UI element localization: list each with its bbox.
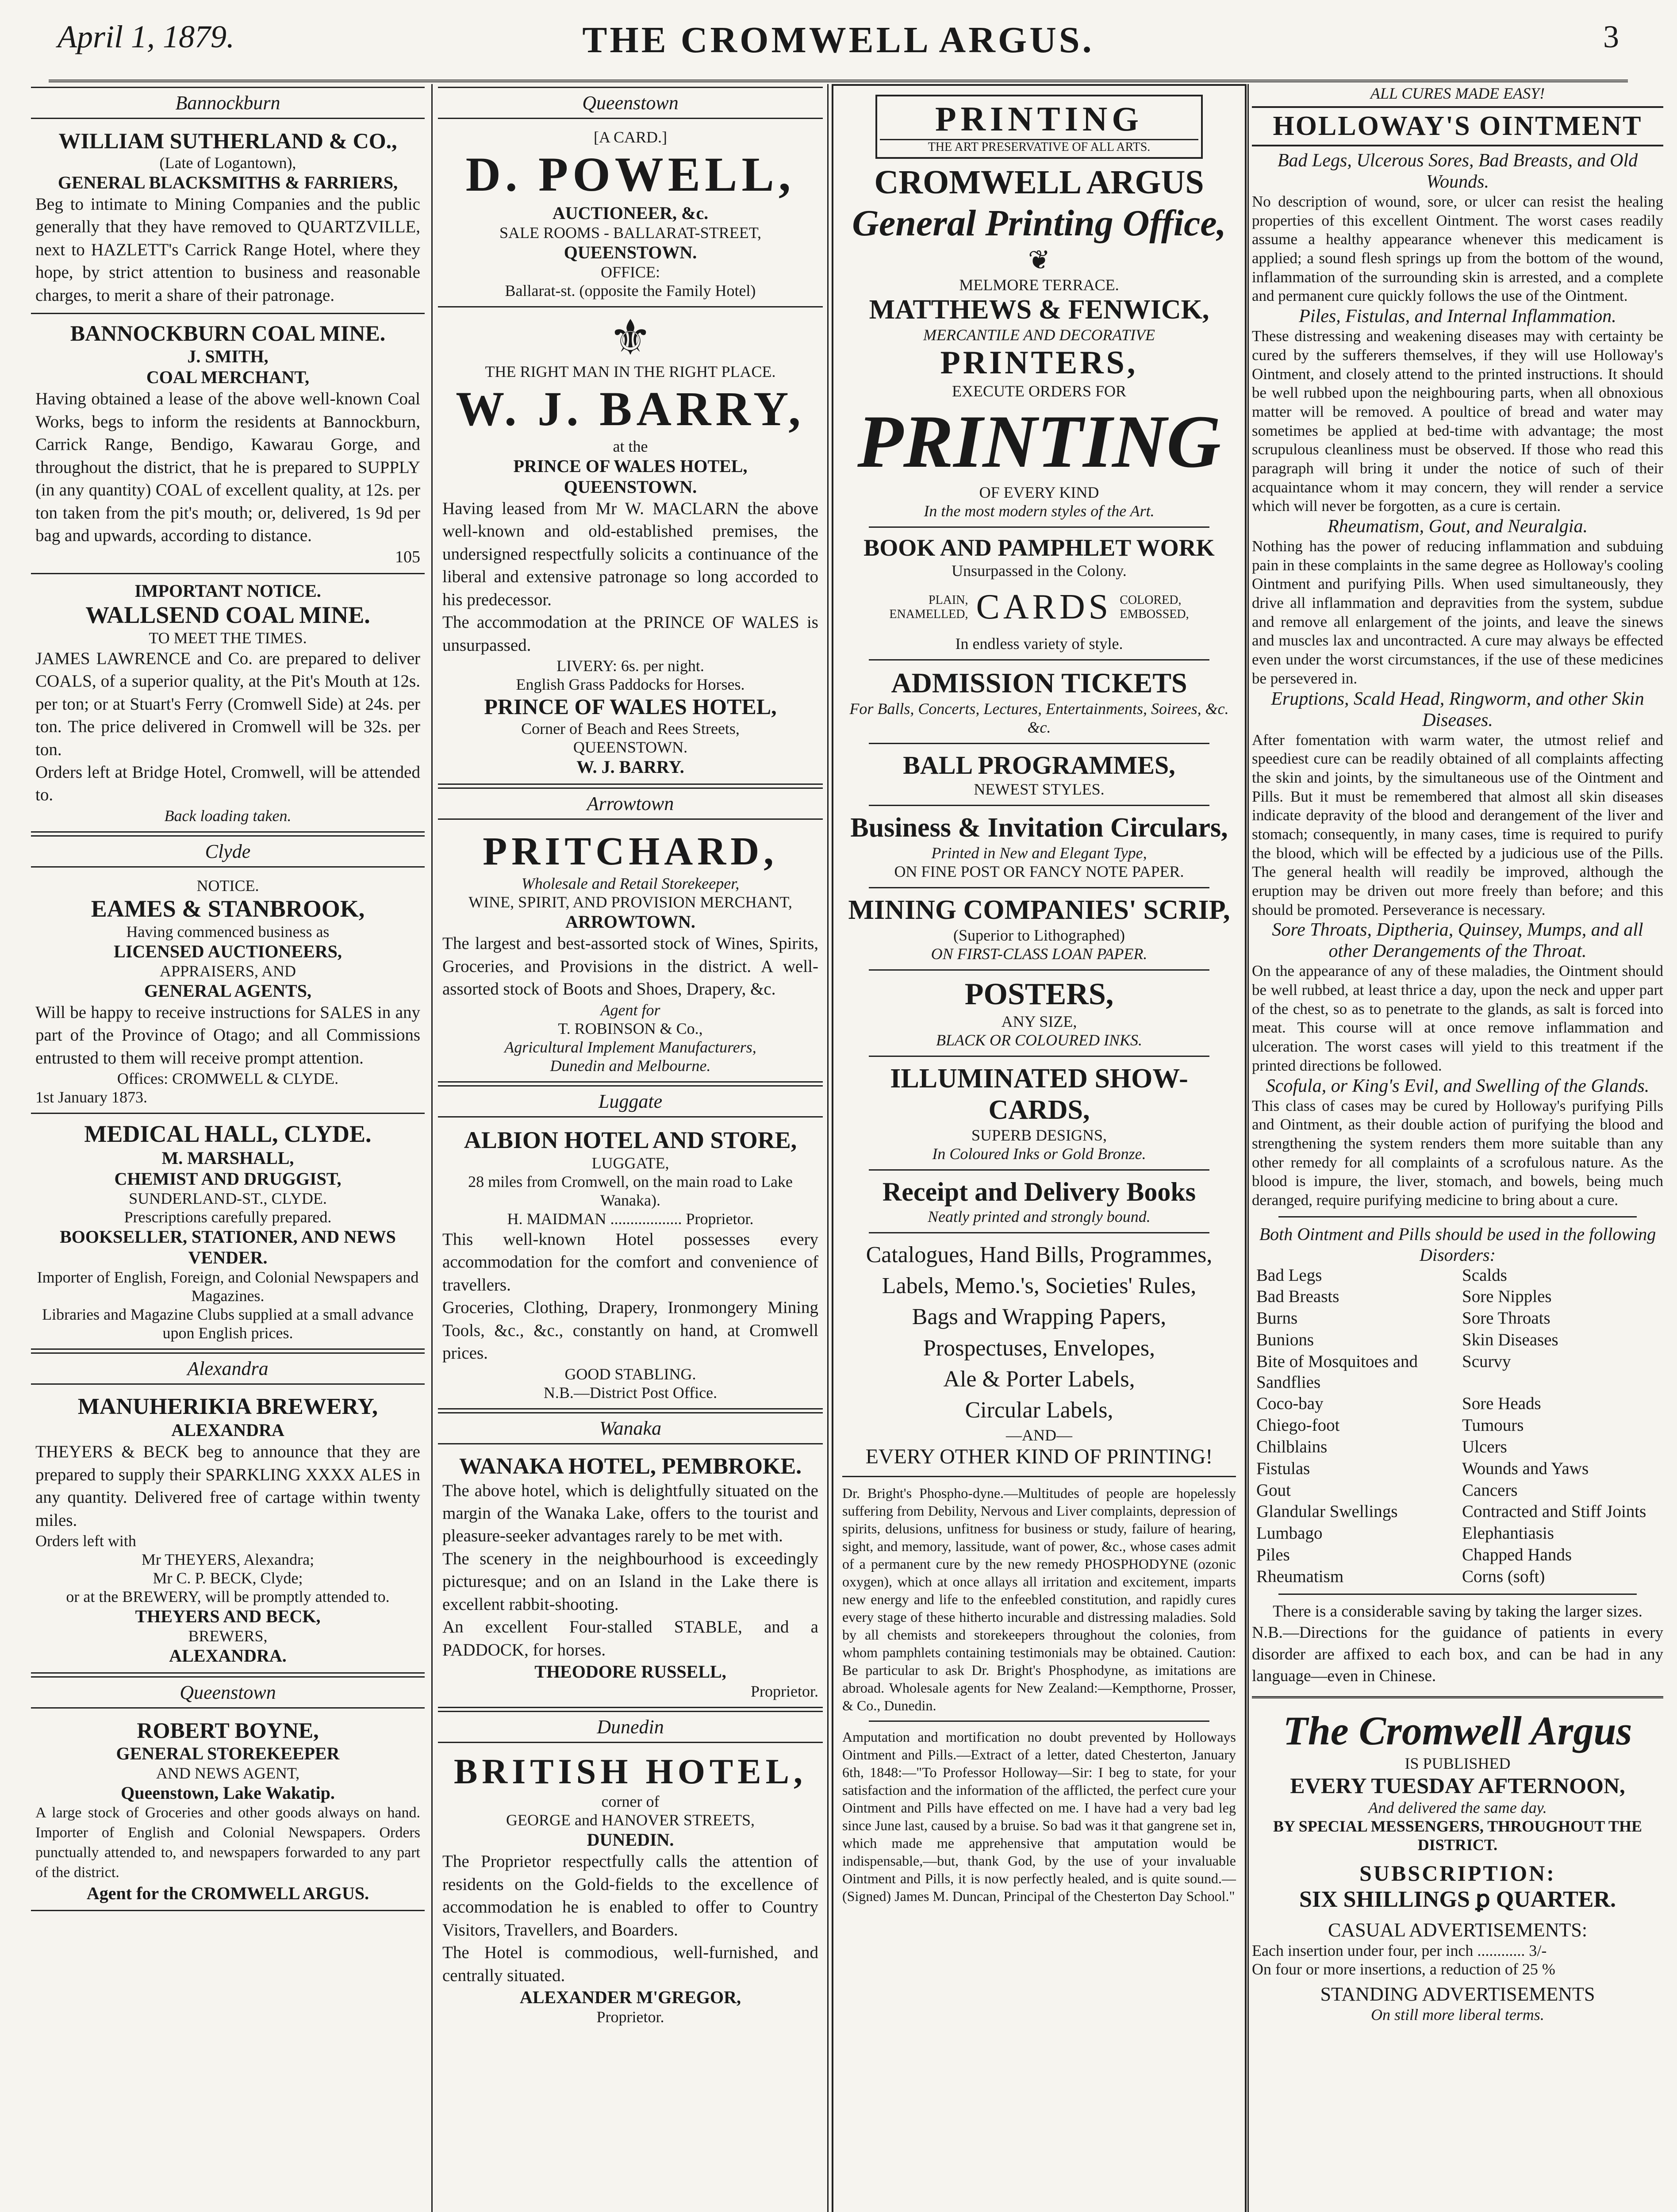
section-text: After fomentation with warm water, the utmost relief and speediest cure can be readily obtained of all complaints affecting the skin and joints, by the simultaneous use of the Ointment and Pills. But it must be remembered that almost all skin diseases indicate depravity of the blood and derangement of the liver and stomach; consequently, in many cases, time is required to purify the blood, which will be effected by a judicious use of the Pills. The general health will readily be improved, although the eruption may be driven out more freely than before; and this should be promoted. Perseverance is necessary. (1252, 731, 1663, 918)
ad-hotel: PRINCE OF WALES HOTEL, (513, 456, 748, 476)
newspaper-title: THE CROMWELL ARGUS. (582, 19, 1094, 61)
ad-body: Having leased from Mr W. MACLARN the above well-known and old-established premises, the undersigned respectfully solicits a continuance of the liberal and extensive patronage so long accorded to his predecessor. (442, 499, 818, 609)
section-subhead: Rheumatism, Gout, and Neuralgia. (1328, 516, 1588, 537)
ad-title: BRITISH HOTEL, (453, 1752, 807, 1792)
ad-line: Agricultural Implement Manufacturers, (504, 1038, 756, 1056)
ad-medical-hall (31, 1114, 425, 1350)
ad-notice: NOTICE. (196, 876, 259, 895)
ad-line: at the (613, 438, 648, 455)
disorder-item: Corns (soft) (1462, 1567, 1545, 1586)
issue-date: April 1, 1879. (58, 19, 235, 54)
delivered-line: And delivered the same day. (1368, 1798, 1547, 1816)
ad-coal-mine (31, 314, 425, 574)
subscription-heading: SUBSCRIPTION: (1359, 1860, 1556, 1886)
ad-name: D. POWELL, (465, 147, 795, 201)
printers-heading: PRINTERS, (940, 345, 1138, 381)
section-text: On the appearance of any of these maladies, the Ointment should be well rubbed, at least thrice a day, upon the neck and upper part of the chest, so as to penetrate to the glands, as salt is forced into meat. This course will at once remove inflammation and ulceration. The worst cases will yield to this treatment if the printed directions be followed. (1252, 962, 1663, 1074)
ad-notice: IMPORTANT NOTICE. (134, 580, 321, 601)
ad-back-loading: Back loading taken. (164, 806, 292, 825)
ad-town: Queenstown, Lake Wakatip. (121, 1783, 335, 1803)
superior-line: (Superior to Lithographed) (953, 926, 1125, 944)
ad-body: Groceries, Clothing, Drapery, Ironmongery Mining Tools, &c., &c., constantly on hand, at Cromwell prices. (442, 1298, 818, 1363)
ad-signature: THEYERS AND BECK, (135, 1606, 321, 1627)
ad-title: MANUHERIKIA BREWERY, (77, 1394, 378, 1420)
newest-styles: NEWEST STYLES. (974, 780, 1105, 798)
column-rule (1247, 84, 1249, 2212)
inks-line: BLACK OR COLOURED INKS. (936, 1031, 1143, 1049)
ad-name: M. MARSHALL, (161, 1148, 294, 1168)
ad-body: Will be happy to receive instructions for SALES in any part of the Province of Otago; and all Commissions entrusted to them will receive prompt attention. (35, 1002, 420, 1068)
section-subhead: Bad Legs, Ulcerous Sores, Bad Breasts, and Old Wounds. (1277, 150, 1638, 192)
unsurpassed: Unsurpassed in the Colony. (952, 562, 1127, 580)
messengers-line: BY SPECIAL MESSENGERS, THROUGHOUT THE DISTRICT. (1273, 1817, 1642, 1854)
print-types-list (842, 1240, 1236, 1426)
ad-role: COAL MERCHANT, (146, 367, 310, 388)
argus-name: CROMWELL ARGUS (874, 164, 1204, 201)
ad-subtitle: TO MEET THE TIMES. (149, 629, 307, 647)
section-heading-queenstown: Queenstown (438, 87, 823, 119)
ad-body: An excellent Four-stalled STABLE, and a PADDOCK, for horses. (442, 1617, 818, 1659)
standing-terms: On still more liberal terms. (1371, 2005, 1544, 2024)
every-other-kind: EVERY OTHER KIND OF PRINTING! (865, 1445, 1213, 1469)
section-heading-alexandra: Alexandra (31, 1352, 425, 1385)
ad-line: corner of (601, 1793, 660, 1811)
ad-name: PRITCHARD, (483, 830, 778, 874)
ad-line: Proprietor. (751, 1682, 818, 1701)
posters: POSTERS, (964, 977, 1114, 1011)
section-heading-arrowtown: Arrowtown (438, 787, 823, 820)
divider (869, 659, 1209, 661)
ad-title: WILLIAM SUTHERLAND & CO., (58, 128, 397, 153)
ad-body: The Proprietor respectfully calls the attention of residents on the Gold-fields to the excellence of accommodation he is enabled to offer to Country Visitors, Travellers, and Boarders. (442, 1852, 818, 1939)
ad-british-hotel (438, 1746, 823, 2032)
ad-town: QUEENSTOWN. (564, 477, 697, 497)
disorder-item: Chiego-foot (1256, 1416, 1340, 1435)
divider (869, 887, 1209, 888)
ornament-icon: ❦ (1028, 246, 1051, 275)
divider (1278, 1594, 1637, 1595)
disorders-heading: Both Ointment and Pills should be used in the following Disorders: (1259, 1224, 1656, 1265)
disorder-item: Bunions (1256, 1330, 1314, 1350)
ad-body: JAMES LAWRENCE and Co. are prepared to deliver COALS, of a superior quality, at the Pit's Mouth at 12s. per ton; or at Stuart's Ferry (Cromwell Side) at 24s. per ton. The price delivered in Cromwell will be 32s. per ton. (35, 649, 420, 759)
ad-boyne (31, 1711, 425, 1911)
ad-offices: Offices: CROMWELL & CLYDE. (117, 1070, 339, 1088)
disorders-list (1252, 1265, 1663, 1587)
ad-title: BANNOCKBURN COAL MINE. (70, 321, 386, 346)
ad-line: English Grass Paddocks for Horses. (516, 676, 745, 694)
banner-subtitle: THE ART PRESERVATIVE OF ALL ARTS. (880, 139, 1198, 154)
ad-line: Prescriptions carefully prepared. (124, 1208, 332, 1226)
ad-wallsend (31, 574, 425, 833)
print-type: Bags and Wrapping Papers, (912, 1304, 1167, 1330)
word-embossed: EMBOSSED, (1120, 607, 1189, 621)
disorder-item: Fistulas (1256, 1459, 1310, 1478)
bright-phosphodyne-ad: Dr. Bright's Phospho-dyne.—Multitudes of people are hopelessly suffering from Debility, Nervous and Liver complaints, depression of spirits, delusions, unfitness for business or study, failure of hearing, sight, and memory, lassitude, want of power, &c., whose cases admit of a permanent cure by the new remedy PHOSPHODYNE (ozonic oxygen), which at once allays all irritation and excitement, imparts new energy and life to the enfeebled constitution, and rapidly cures every stage of these hitherto incurable and distressing maladies. Sold by all chemists and storekeepers throughout the colonies, from whom pamphlets containing testimonials may be obtained. Caution: Be particular to ask Dr. Bright's Phosphodyne, as imitations are abroad. Wholesale agents for New Zealand:—Kempthorne, Prosser, & Co., Dunedin. (842, 1485, 1236, 1714)
argus-masthead: The Cromwell Argus (1283, 1708, 1632, 1753)
ad-orders: Orders left at Bridge Hotel, Cromwell, will be attended to. (35, 762, 420, 805)
disorder-item: Scurvy (1462, 1352, 1511, 1371)
ad-line: Orders left with (35, 1532, 136, 1550)
cards-left (889, 593, 968, 622)
ad-line: Dunedin and Melbourne. (550, 1056, 711, 1075)
ad-line: ALEXANDRA. (169, 1646, 287, 1666)
fine-paper: ON FINE POST OR FANCY NOTE PAPER. (894, 863, 1184, 880)
pub-line: IS PUBLISHED (1405, 1754, 1511, 1772)
ad-body: The Hotel is commodious, well-furnished, and centrally situated. (442, 1943, 818, 1985)
ad-card: [A CARD.] (593, 128, 667, 146)
ad-motto: THE RIGHT MAN IN THE RIGHT PLACE. (485, 363, 776, 380)
ad-address: Ballarat-st. (opposite the Family Hotel) (505, 282, 756, 300)
ad-body: A large stock of Groceries and other goods always on hand. Importer of English and Colonial Newspapers. Orders punctually attended to, and newspapers forwarded to any part of the district. (35, 1805, 420, 1881)
casual-heading: CASUAL ADVERTISEMENTS: (1328, 1919, 1588, 1941)
ad-line: APPRAISERS, AND (159, 962, 296, 980)
divider (869, 969, 1209, 971)
section-text: No description of wound, sore, or ulcer can resist the healing properties of this excellent Ointment. The worst cases readily assume a healthy appearance whenever this medicament is applied; a sound flesh springs up from the bottom of the wound, inflammation of the surrounding skin is arrested, and a complete and permanent cure quickly follows the use of the Ointment. (1252, 193, 1663, 305)
show-cards: ILLUMINATED SHOW-CARDS, (890, 1064, 1188, 1125)
ad-line: Mr C. P. BECK, Clyde; (153, 1569, 303, 1587)
disorder-item: Scalds (1462, 1265, 1507, 1285)
divider (869, 805, 1209, 806)
disorder-item: Gout (1256, 1480, 1291, 1500)
section-heading-dunedin: Dunedin (438, 1711, 823, 1743)
ad-body: THEYERS & BECK beg to announce that they are prepared to supply their SPARKLING XXXX ALES in any quantity. Delivered free of cartage within twenty miles. (35, 1442, 420, 1530)
ad-line: Libraries and Magazine Clubs supplied at a small advance upon English prices. (42, 1306, 414, 1342)
ad-line: AND NEWS AGENT, (156, 1764, 300, 1782)
section-text: Nothing has the power of reducing inflammation and subduing pain in these complaints in the same degree as Holloway's cooling Ointment and purifying Pills. When used simultaneously, they drive all inflammation and depravities from the system, subdue and remove all enlargement of the joints, and leave the sinews and muscles lax and uncontracted. A cure may always be effected even under the worst circumstances, if the use of these medicines be persevered in. (1252, 538, 1663, 687)
disorder-item: Sore Nipples (1462, 1287, 1552, 1306)
execute-line: EXECUTE ORDERS FOR (952, 382, 1127, 400)
saving-note: There is a considerable saving by taking the larger sizes. (1273, 1602, 1642, 1621)
cards-line (842, 587, 1236, 627)
receipt-books: Receipt and Delivery Books (882, 1177, 1196, 1206)
ad-title: MEDICAL HALL, CLYDE. (84, 1121, 372, 1148)
ad-title: WALLSEND COAL MINE. (85, 601, 370, 628)
ad-line: T. ROBINSON & Co., (558, 1019, 703, 1037)
and-line: —AND— (1006, 1426, 1072, 1444)
directions-note: N.B.—Directions for the guidance of patients in every disorder are affixed to each box, and can be had in any language—even in Chinese. (1252, 1624, 1663, 1686)
disorder-item: Chilblains (1256, 1437, 1328, 1456)
ad-town: LUGGATE, (591, 1154, 669, 1172)
casual-rate: Each insertion under four, per inch ............ 3/- (1252, 1941, 1547, 1959)
divider (869, 1720, 1209, 1722)
section-subhead: Sore Throats, Diptheria, Quinsey, Mumps, and all other Derangements of the Throat. (1272, 920, 1643, 962)
print-type: Ale & Porter Labels, (943, 1366, 1135, 1392)
column-rule (431, 84, 433, 2212)
ad-name: J. SMITH, (187, 346, 269, 367)
column-3-printing-ad (832, 84, 1247, 2212)
ad-body: This well-known Hotel possesses every accommodation for the comfort and convenience of travellers. (442, 1229, 818, 1294)
print-type: Catalogues, Hand Bills, Programmes, (866, 1242, 1213, 1267)
business-circulars: Business & Invitation Circulars, (850, 813, 1228, 843)
admission-for: For Balls, Concerts, Lectures, Entertainments, Soirees, &c. &c. (849, 700, 1229, 736)
book-pamphlet: BOOK AND PAMPHLET WORK (863, 534, 1215, 561)
ad-line: or at the BREWERY, will be promptly attended to. (66, 1588, 390, 1606)
ad-address: SUNDERLAND-ST., CLYDE. (129, 1190, 327, 1208)
disorder-item: Elephantiasis (1462, 1524, 1554, 1543)
word-and: AND (1023, 326, 1055, 344)
disorder-item: Contracted and Stiff Joints (1462, 1502, 1646, 1521)
section-text: This class of cases may be cured by Holloway's purifying Pills and Ointment, as their double action of purifying the blood and strengthening the system renders them more suitable than any other remedy for all complaints of a scrofulous nature. As the blood is impure, the liver, stomach, and bowels, being much deranged, require purifying medicine to bring about a cure. (1252, 1097, 1663, 1209)
disorder-item: Chapped Hands (1462, 1545, 1572, 1564)
ad-barry (438, 307, 823, 785)
cures-tagline: ALL CURES MADE EASY! (1370, 84, 1545, 102)
disorder-item: Skin Diseases (1462, 1330, 1558, 1350)
print-type: Prospectuses, Envelopes, (923, 1335, 1155, 1361)
word-mercantile: MERCANTILE (923, 326, 1020, 344)
ad-line: OFFICE: (600, 263, 660, 281)
ad-role: AUCTIONEER, &c. (552, 203, 709, 223)
subscription-price: SIX SHILLINGS ꝑ QUARTER. (1299, 1886, 1616, 1912)
ad-line: H. MAIDMAN .................. Proprietor. (507, 1210, 754, 1228)
styles-line: In the most modern styles of the Art. (924, 502, 1155, 520)
ad-line: GEORGE and HANOVER STREETS, (506, 1811, 755, 1829)
disorder-item: Wounds and Yaws (1462, 1459, 1589, 1478)
ad-sutherland (31, 122, 425, 314)
ad-body: The scenery in the neighbourhood is exceedingly picturesque; and on an Island in the Lake there is excellent rabbit-shooting. (442, 1549, 818, 1614)
ad-role: CHEMIST AND DRUGGIST, (114, 1169, 342, 1189)
column-4 (1252, 84, 1663, 2212)
every-kind: OF EVERY KIND (979, 484, 1099, 501)
ad-town: QUEENSTOWN. (564, 242, 697, 262)
ad-role: GENERAL BLACKSMITHS & FARRIERS, (58, 173, 398, 192)
section-heading-wanaka: Wanaka (438, 1412, 823, 1444)
ad-line: QUEENSTOWN. (573, 738, 688, 757)
section-heading-queenstown: Queenstown (31, 1676, 425, 1709)
section-subhead: Scofula, or King's Evil, and Swelling of the Glands. (1266, 1075, 1650, 1096)
gold-line: In Coloured Inks or Gold Bronze. (932, 1145, 1146, 1163)
ad-line: N.B.—District Post Office. (543, 1383, 718, 1402)
ad-title: WANAKA HOTEL, PEMBROKE. (459, 1453, 802, 1479)
ad-signature: THEODORE RUSSELL, (534, 1662, 726, 1682)
ad-line: GENERAL AGENTS, (144, 980, 311, 1001)
word-enamelled: ENAMELLED, (889, 607, 968, 621)
ad-body: The above hotel, which is delightfully situated on the margin of the Wanaka Lake, offers to the tourist and pleasure-seeker advantages rarely to be met with. (442, 1481, 818, 1546)
ad-line: SALE ROOMS - BALLARAT-STREET, (499, 224, 762, 242)
firm-name: MATTHEWS & FENWICK, (869, 295, 1209, 325)
ad-powell (438, 122, 823, 307)
ad-wanaka (438, 1447, 823, 1709)
ad-name: ROBERT BOYNE, (137, 1718, 319, 1743)
ad-line: Mr THEYERS, Alexandra; (141, 1551, 315, 1569)
disorder-item: Bad Breasts (1256, 1287, 1339, 1306)
disorder-item: Sore Heads (1462, 1394, 1541, 1413)
page-number: 3 (1603, 19, 1619, 54)
disorder-item: Cancers (1462, 1480, 1518, 1500)
amputation-notice: Amputation and mortification no doubt prevented by Holloways Ointment and Pills.—Extract of a letter, dated Chesterton, January 6th, 1848:—"To Professor Holloway—Sir: I beg to state, for your satisfaction and the information of the afflicted, the perfect cure your Ointment and Pills have effected on me. I have had a very bad leg since June last, caused by a bruise. So bad was it that gangrene set in, which made me apprehensive that amputation would be indispensable,—but, thank God, by the use of your invaluable Ointment and Pills, it is now perfectly healed, and is quite sound.—(Signed) James M. Duncan, Principal of the Chesterton Day School." (842, 1729, 1236, 1905)
ad-body: Beg to intimate to Mining Companies and the public generally that they have removed to QUARTZVILLE, next to HAZLETT's Carrick Range Hotel, where they hope, by strict attention to business and reasonable charges, to merit a share of their patronage. (35, 195, 420, 305)
ad-signature: ALEXANDER M'GREGOR, (519, 1987, 741, 2008)
column-rule (827, 84, 829, 2212)
holloway-title: HOLLOWAY'S OINTMENT (1252, 106, 1663, 146)
ad-eames (31, 870, 425, 1114)
ad-line: 28 miles from Cromwell, on the main road to Lake Wanaka). (468, 1172, 793, 1209)
ad-line: Agent for (600, 1001, 660, 1019)
ball-programmes: BALL PROGRAMMES, (903, 751, 1175, 780)
printed-line: Printed in New and Elegant Type, (931, 844, 1147, 862)
disorder-item: Glandular Swellings (1256, 1502, 1398, 1521)
disorder-item: Tumours (1462, 1416, 1524, 1435)
disorder-item: Coco-bay (1256, 1394, 1324, 1413)
divider (869, 1056, 1209, 1057)
divider (1278, 1216, 1637, 1217)
word-colored: COLORED, (1120, 593, 1182, 607)
loan-paper: ON FIRST-CLASS LOAN PAPER. (931, 945, 1147, 963)
ad-line: BOOKSELLER, STATIONER, AND NEWS VENDER. (60, 1227, 396, 1268)
divider (869, 1169, 1209, 1171)
disorder-item: Piles (1256, 1545, 1290, 1564)
divider (869, 526, 1209, 528)
column-1 (31, 84, 425, 2212)
cards-heading: CARDS (976, 588, 1112, 626)
ad-subtitle: (Late of Logantown), (159, 154, 296, 172)
merc-line (842, 326, 1236, 344)
ad-line: Having commenced business as (126, 922, 330, 941)
office-name: General Printing Office, (852, 203, 1226, 244)
ad-line: LIVERY: 6s. per night. (556, 657, 704, 675)
ad-hotel: PRINCE OF WALES HOTEL, (484, 694, 777, 719)
any-size: ANY SIZE, (1001, 1013, 1077, 1030)
disorder-item: Lumbago (1256, 1524, 1323, 1543)
ad-body: The accommodation at the PRINCE OF WALES is unsurpassed. (442, 613, 818, 655)
ad-line: WINE, SPIRIT, AND PROVISION MERCHANT, (468, 893, 792, 911)
ad-body: The largest and best-assorted stock of Wines, Spirits, Groceries, and Provisions in the district. A well-assorted stock of Boots and Shoes, Drapery, &c. (442, 934, 818, 999)
disorder-item: Ulcers (1462, 1437, 1507, 1456)
endless-line: In endless variety of style. (955, 635, 1123, 653)
cards-right (1120, 593, 1189, 622)
word-decorative: DECORATIVE (1059, 326, 1155, 344)
ad-brewery (31, 1387, 425, 1674)
ad-line: Corner of Beach and Rees Streets, (521, 720, 740, 738)
tuesday-line: EVERY TUESDAY AFTERNOON, (1290, 1773, 1625, 1798)
ad-line: Proprietor. (596, 2008, 664, 2026)
section-text: These distressing and weakening diseases may with certainty be cured by the sufferers themselves, if they will use Holloway's Ointment, and closely attend to the printed instructions. It should be well rubbed upon the neighbouring parts, when all obnoxious matter will be removed. A poultice of bread and water may sometimes be applied at bed-time with advantage; the most scrupulous cleanliness must be observed. If those who read this paragraph will bring it under the notice of such of their acquaintance whom it may concern, they will render a service which will never be forgotten, as a cure is certain. (1252, 327, 1663, 515)
ad-body: Having obtained a lease of the above well-known Coal Works, begs to inform the residents at Bannockburn, Carrick Range, Bendigo, Kawarau Gorge, and throughout the district, that he is prepared to SUPPLY (in any quantity) COAL of excellent quality, at 12s. per ton taken from the pit's mouth; or, delivered, 1s 9d per bag and upwards, according to distance. (35, 389, 420, 545)
masthead (49, 13, 1628, 82)
ad-title: ALBION HOTEL AND STORE, (464, 1126, 797, 1153)
print-type: Labels, Memo.'s, Societies' Rules, (882, 1273, 1197, 1299)
printing-big: PRINTING (857, 400, 1221, 483)
word-plain: PLAIN, (929, 593, 968, 607)
disorder-item: Bad Legs (1256, 1265, 1322, 1285)
ad-title: EAMES & STANBROOK, (91, 895, 365, 922)
divider (842, 1476, 1236, 1477)
casual-discount: On four or more insertions, a reduction of 25 % (1252, 1960, 1555, 1978)
section-heading-luggate: Luggate (438, 1085, 823, 1118)
ad-signature: W. J. BARRY. (576, 757, 684, 777)
ad-date: 1st January 1873. (35, 1088, 147, 1106)
ad-role: LICENSED AUCTIONEERS, (114, 941, 342, 961)
ad-role: Wholesale and Retail Storekeeper, (521, 875, 740, 893)
ad-pritchard (438, 822, 823, 1082)
mining-scrip: MINING COMPANIES' SCRIP, (848, 895, 1230, 925)
section-heading-bannockburn: Bannockburn (31, 87, 425, 119)
ad-number: 105 (395, 547, 420, 566)
ad-name: W. J. BARRY, (456, 382, 805, 436)
print-type: Circular Labels, (965, 1397, 1113, 1423)
disorder-item: Rheumatism (1256, 1567, 1344, 1586)
admission-tickets: ADMISSION TICKETS (891, 667, 1187, 699)
section-heading-clyde: Clyde (31, 835, 425, 868)
section-subhead: Piles, Fistulas, and Internal Inflammation. (1299, 306, 1616, 327)
section-subhead: Eruptions, Scald Head, Ringworm, and other Skin Diseases. (1271, 688, 1644, 730)
ad-town: ARROWTOWN. (565, 912, 695, 932)
divider (869, 1232, 1209, 1233)
divider (869, 743, 1209, 744)
superb-designs: SUPERB DESIGNS, (971, 1126, 1107, 1144)
ad-place: ALEXANDRA (171, 1420, 284, 1440)
prince-of-wales-feathers-icon: ⚜ (608, 311, 652, 365)
standing-heading: STANDING ADVERTISEMENTS (1320, 1983, 1595, 2005)
address: MELMORE TERRACE. (959, 276, 1119, 294)
printing-banner (875, 95, 1203, 159)
ad-line: Importer of English, Foreign, and Colonial Newspapers and Magazines. (37, 1268, 419, 1305)
ad-role: GENERAL STOREKEEPER (116, 1743, 340, 1764)
disorder-item: Bite of Mosquitoes and Sandflies (1256, 1352, 1418, 1392)
banner-title: PRINTING (935, 100, 1144, 138)
ad-town: DUNEDIN. (587, 1830, 674, 1850)
neatly-line: Neatly printed and strongly bound. (928, 1208, 1151, 1225)
disorder-item: Burns (1256, 1309, 1298, 1328)
ad-line: BREWERS, (188, 1627, 268, 1645)
ad-albion (438, 1120, 823, 1409)
ad-line: GOOD STABLING. (564, 1365, 696, 1383)
disorder-item: Sore Throats (1462, 1309, 1550, 1328)
column-2 (438, 84, 823, 2212)
ad-line: Agent for the CROMWELL ARGUS. (86, 1883, 369, 1903)
